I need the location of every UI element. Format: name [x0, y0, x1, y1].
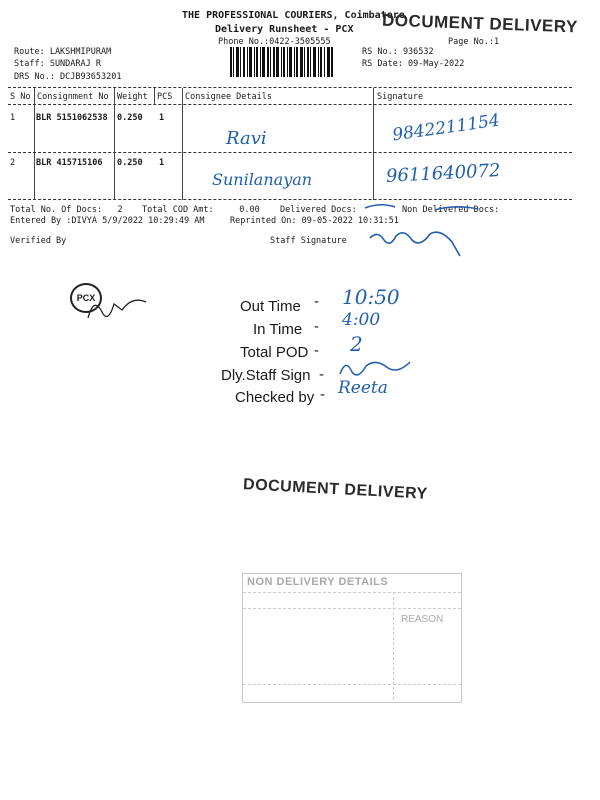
col-divider [373, 88, 374, 200]
in-time-value: 4:00 [342, 310, 381, 330]
row-signature-handwriting: 9611640072 [385, 160, 502, 187]
pcx-stamp-label: PCX [76, 293, 96, 303]
row-consignee-handwriting: Sunilanayan [212, 170, 313, 189]
total-pod-dash: - [314, 342, 319, 359]
non-delivery-stamp [242, 573, 462, 703]
entered-by: Entered By :DIVYA 5/9/2022 10:29:49 AM [10, 216, 205, 226]
checked-by-dash: - [320, 386, 325, 403]
reprinted-on: Reprinted On: 09-05-2022 10:31:51 [230, 216, 399, 226]
route: Route: LAKSHMIPURAM [14, 47, 112, 57]
delivered-docs: Delivered Docs: [280, 205, 357, 215]
row-weight: 0.250 [117, 113, 143, 123]
col-divider [114, 88, 115, 200]
col-header-sno: S No [10, 92, 31, 102]
rs-number: RS No.: 936532 [362, 47, 434, 57]
col-divider [182, 88, 183, 200]
total-pod-label: Total POD [240, 344, 309, 361]
row-consignment: BLR 415715106 [36, 158, 103, 168]
dly-staff-signature [336, 354, 416, 380]
verified-by: Verified By [10, 236, 67, 246]
rs-date: RS Date: 09-May-2022 [362, 59, 465, 69]
col-header-consignment: Consignment No [37, 92, 109, 102]
in-time-dash: - [314, 318, 319, 335]
total-pod-value: 2 [350, 332, 363, 356]
phone-number: Phone No.:0422-3505555 [218, 37, 331, 47]
non-delivered-docs: Non Delivered Docs: [402, 205, 500, 215]
row-divider [8, 152, 572, 153]
total-cod: Total COD Amt: 0.00 [142, 205, 260, 215]
col-header-pcs: PCS [157, 92, 173, 102]
non-delivery-stamp-title: NON DELIVERY DETAILS [247, 576, 389, 588]
pcx-initials-scribble [84, 290, 154, 325]
out-time-dash: - [314, 293, 319, 310]
total-docs: Total No. Of Docs: 2 [10, 205, 123, 215]
col-divider [154, 88, 155, 105]
stamp-rule [243, 608, 461, 609]
row-signature-handwriting: 9842211154 [391, 110, 502, 146]
row-sno: 2 [10, 158, 16, 168]
document-delivery-stamp-middle: DOCUMENT DELIVERY [242, 476, 429, 503]
row-consignment: BLR 5151062538 [36, 113, 108, 123]
non-delivery-reason-label: REASON [401, 614, 444, 625]
company-name: THE PROFESSIONAL COURIERS, Coimbatore [182, 10, 405, 21]
row-consignee-handwriting: Ravi [226, 128, 267, 149]
row-weight: 0.250 [117, 158, 143, 168]
col-header-consignee: Consignee Details [185, 92, 272, 102]
handwritten-scribbles [360, 198, 520, 268]
document-delivery-stamp-top: DOCUMENT DELIVERY [381, 10, 579, 37]
out-time-value: 10:50 [342, 285, 400, 309]
barcode [230, 47, 334, 77]
staff-signature-label: Staff Signature [270, 236, 347, 246]
drs-number: DRS No.: DCJB93653201 [14, 72, 122, 82]
dly-staff-sign-label: Dly.Staff Sign [221, 367, 311, 384]
checked-by-label: Checked by [235, 389, 315, 406]
out-time-label: Out Time [240, 298, 301, 315]
stamp-rule [243, 592, 461, 593]
table-top-rule [8, 87, 572, 88]
row-pcs: 1 [159, 113, 165, 123]
col-header-signature: Signature [377, 92, 424, 102]
col-divider [34, 88, 35, 200]
col-header-weight: Weight [117, 92, 148, 102]
table-header-rule [8, 104, 572, 105]
stamp-rule [243, 684, 461, 685]
row-sno: 1 [10, 113, 16, 123]
runsheet-title: Delivery Runsheet - PCX [215, 24, 354, 35]
page-number: Page No.:1 [448, 37, 500, 47]
row-pcs: 1 [159, 158, 165, 168]
checked-by-value: Reeta [338, 378, 388, 398]
in-time-label: In Time [253, 321, 303, 338]
staff: Staff: SUNDARAJ R [14, 59, 101, 69]
dly-staff-dash: - [319, 366, 324, 383]
